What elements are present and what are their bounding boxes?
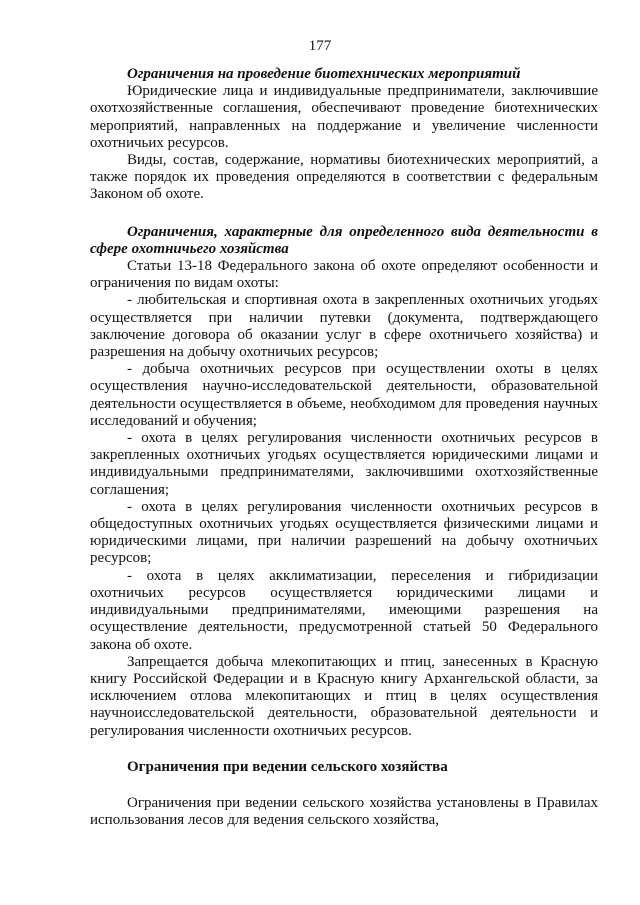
list-item: - любительская и спортивная охота в закрепленных охотничьих угодьях осуществляется при наличии путевки (документа, подтверждающего заключение договора об оказании услуг в сфере охотничьего хозяйства) и разрешения на добычу охотничьих ресурсов; [90,292,598,361]
list-item: - добыча охотничьих ресурсов при осуществлении охоты в целях осуществления научно-исследовательской деятельности, образовательной деятельности осуществляется в объеме, необходимом для проведения научных исследований и обучения; [90,361,598,429]
document-body [90,66,598,829]
section-spacer [90,740,598,759]
paragraph: Юридические лица и индивидуальные предприниматели, заключившие охотхозяйственные соглашения, обеспечивают проведение биотехнических мероприятий, направленных на поддержание и увеличение численности охотничьих ресурсов. [90,83,598,151]
section-heading-hunting-activity: Ограничения, характерные для определенного вида деятельности в сфере охотничьего хозяйства [90,223,598,257]
list-item: - охота в целях регулирования численности охотничьих ресурсов в общедоступных охотничьих угодьях осуществляется физическими лицами и юридическими лицами, при наличии разрешений на добычу охотничьих ресурсов; [90,498,598,567]
section-spacer [90,204,598,224]
list-item: - охота в целях акклиматизации, переселения и гибридизации охотничьих ресурсов осуществляется юридическими лицами и индивидуальными предпринимателями, имеющими разрешения на осуществление деятельности, предусмотренной статьей 50 Федерального закона об охоте. [90,567,598,653]
section-heading-biotechnical: Ограничения на проведение биотехнических мероприятий [127,66,521,82]
paragraph: Виды, состав, содержание, нормативы биотехнических мероприятий, а также порядок их проведения определяются в соответствии с федеральным Законом об охоте. [90,152,598,203]
page-number: 177 [308,38,332,54]
paragraph: Статьи 13-18 Федерального закона об охоте определяют особенности и ограничения по видам охоты: [90,258,598,292]
section-spacer [90,776,598,795]
paragraph: Ограничения при ведении сельского хозяйства установлены в Правилах использования лесов для ведения сельского хозяйства, [90,794,598,829]
paragraph: Запрещается добыча млекопитающих и птиц, занесенных в Красную книгу Российской Федерации и в Красную книгу Архангельской области, за исключением отлова млекопитающих и птиц в целях осуществления научноисследовательской деятельности, образовательной деятельности и регулирования численности охотничьих ресурсов. [90,653,598,739]
section-heading-agriculture: Ограничения при ведении сельского хозяйства [127,758,448,775]
list-item: - охота в целях регулирования численности охотничьих ресурсов в закрепленных охотничьих угодьях осуществляется юридическими лицами и индивидуальными предпринимателями, заключившими охотхозяйственные соглашения; [90,430,598,498]
